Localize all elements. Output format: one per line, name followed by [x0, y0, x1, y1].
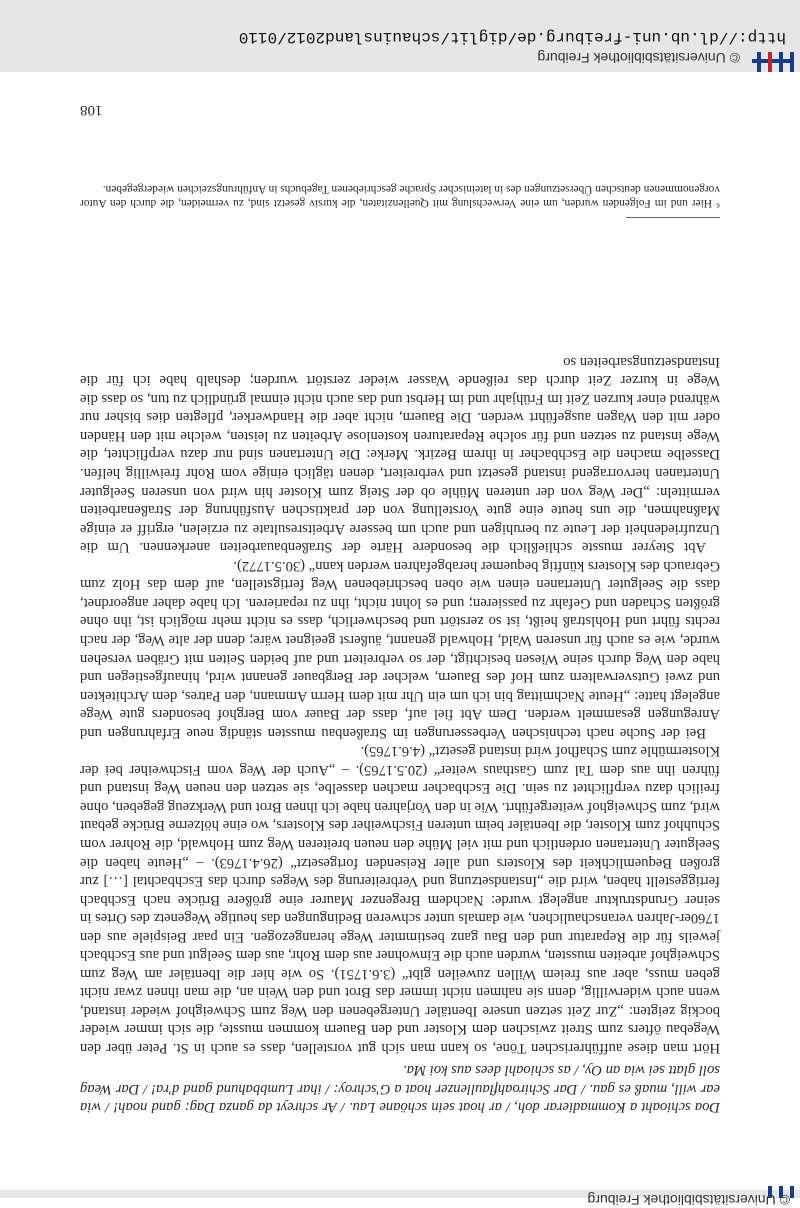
body-text — [80, 352, 720, 1057]
permalink-url[interactable]: http://dl.ub.uni-freiburg.de/diglit/schauinsland2012/0110 — [238, 28, 786, 46]
paragraph: Abt Steyrer musste schließlich die besondere Härte der Straßenbauarbeiten anerkennen. Um die Unzufriedenheit der Leute zu beruhigen und auch um bessere Arbeitsresultate zu erzielen, ergriff er einige Maßnahmen, die uns heute eine gute Vorstellung von der praktischen Ausführung der Straßenarbeiten vermitteln: „Der Weg von der unteren Mühle ob der Steig zum Kloster hin wird von unseren Seelguter Untertanen hervorragend instand gesetzt und verbreitert, denen täglich einige vom Rohr freiwillig helfen. Dasselbe machen die Eschbacher in ihrem Bezirk. Merke: Die Untertanen sind nur dazu verpflichtet, die Wege instand zu setzen und für solche Reparaturen kostenlose Arbeiten zu leisten, welche mit den Händen oder mit den Wagen ausgeführt werden. Die Bauern, nicht aber die Handwerker, pflegten dies bisher nur während einer kurzen Zeit im Frühjahr und im Herbst und das auch nicht einmal gründlich zu tun, so dass die Wege in kurzer Zeit durch das reißende Wasser wieder zerstört wurden; deshalb habe ich für die Instandsetzungsarbeiten so — [80, 353, 720, 556]
dialect-poem: Doa schioaht a Kommadierar doh, / ar hoat sein schöane Lau. / Ar schreyt da ganza Dag: gand noah! / wia ear will, muaß es gau. / Dar Schiroahflaullenzer hoat a G'schroy: / ihar Lumbbahund gand d'ra! / Dar Weag soll glatt sei wia an Oy, / as schioahl dees aus koi Ma. — [80, 1062, 720, 1115]
footnote-divider — [626, 217, 720, 218]
page-number: 108 — [80, 102, 103, 118]
footnote: ⁶ Hier und im Folgenden wurden, um eine Verwechslung mit Quellenzitaten, die kursiv gesetzt sind, zu vermeiden, die durch den Autor vorgenommenen deutschen Übersetzungen des in lateinischer Sprache geschriebenen Tagebuchs in Anführungszeichen wiedergegeben. — [80, 182, 720, 209]
header-bar — [0, 1190, 800, 1208]
paragraph: Bei der Suche nach technischen Verbesserungen im Straßenbau mussten ständig neue Erfahrungen und Anregungen gesammelt werden. Dem Abt fiel auf, dass der Bauer vom Berghof besonders gute Wege angelegt hatte: „Heute Nachmittag bin ich um ein Uhr mit dem Herrn Ammann, den Patres, dem Architekten und zwei Gutsverwaltern zum Hof des Bauern, welcher der Bergbauer genannt wird, hinaufgestiegen und habe den Weg durch seine Wiesen besichtigt, der so verbreitert und auf beiden Seiten mit Gräben versehen wurde, wie es auch für unseren Wald, Hohwald genannt, äußerst geeignet wäre; denn der alte Weg, der nach rechts führt und Hohlstraß heißt, ist so zerstört und beschwerlich, dass es nicht mehr möglich ist, ihn ohne größten Schaden und Gefahr zu passieren; und es lohnt nicht, ihn zu reparieren. Ich habe daher angeordnet, dass die Seelguter Untertanen einen wie oben beschriebenen Weg fertigstellen, auf dem das Holz zum Gebrauch des Klosters künftig bequemer herabgefahren werden kann“ (30.5.1772). — [80, 557, 720, 741]
header-copyright: © Universitätsbibliothek Freiburg — [587, 1192, 790, 1208]
footer-copyright: © Universitätsbibliothek Freiburg — [537, 50, 740, 66]
paragraph: Hört man diese aufführerischen Töne, so kann man sich gut vorstellen, dass es auch in St. Peter über den Wegebau öfters zum Streit zwischen dem Kloster und den Bauern kommen musste, die sich immer wieder bockig zeigten: „Zur Zeit setzen unsere Ibentäler Untergebenen den Weg zum Schweighof wieder instand, wenn auch widerwillig, denn sie nahmen nicht immer das Brot und den Wein an, die man ihnen zwar nicht geben muss, aber aus freiem Willen zuweilen gibt“ (3.6.1751). So wie hier die Ibentäler am Weg zum Schweighof arbeiten mussten, wurden auch die Einwohner aus dem Rohr, aus dem Seelgut und aus Eschbach jeweils für die Reparatur und den Bau ganz bestimmter Wege herangezogen. Ein paar Beispiele aus den 1760er-Jahren veranschaulichen, wie damals unter schweren Bedingungen das heutige Wegenetz des Ortes in seiner Grundstruktur angelegt wurde: Nachdem Bregenzer Maurer eine größere Brücke nach Eschbach fertiggestellt haben, wird die „Instandsetzung und Verbreiterung des Weges durch das Eschbachtal […] zur großen Bequemlichkeit des Klosters und aller Reisenden fortgesetzt“ (26.4.1763). – „Heute haben die Seelguter Untertanen ordentlich und mit viel Mühe den neuen breiteren Weg zum Hohwald, die Rohrer vom Schuhhof zum Kloster, die Ibentäler beim unteren Fischweiher des Klosters, wo eine hölzerne Brücke gebaut wird, zum Schweighof weitergeführt. Wie in den Vorjahren habe ich ihnen Brot und Werkzeug gegeben, ohne freilich dazu verpflichtet zu sein. Die Eschbacher machen dasselbe, sie setzen den neuen Weg instand und führen ihn aus dem Tal zum Gasthaus weiter“ (20.5.1765). – „Auch der Weg vom Fischweiher bei der Klostermühle zum Schafhof wird instand gesetzt“ (4.6.1765). — [80, 743, 720, 1056]
footer-bar — [0, 0, 800, 72]
ub-freiburg-logo-icon — [752, 52, 794, 72]
